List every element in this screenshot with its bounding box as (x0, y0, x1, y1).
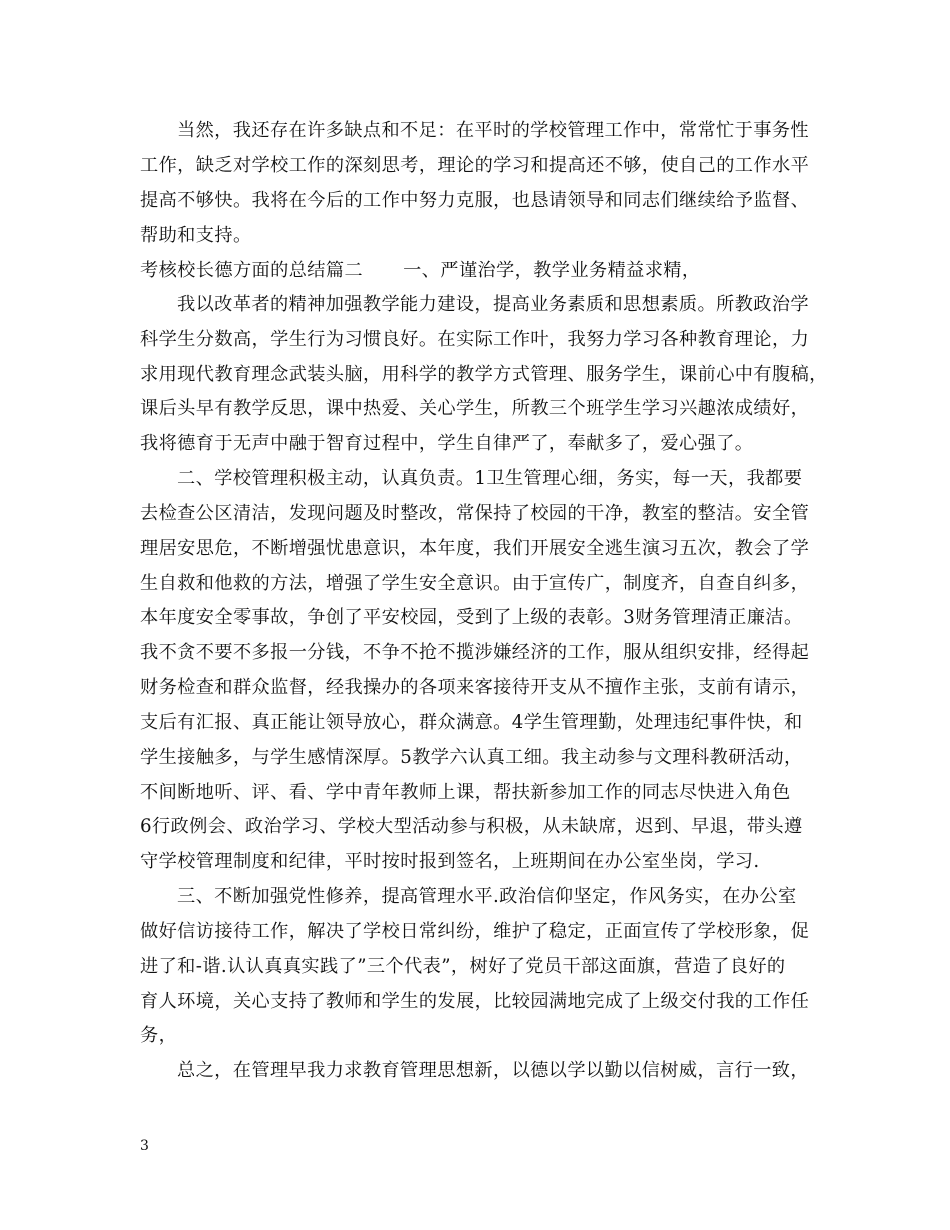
paragraph-line: 不间断地听、评、看、学中青年教师上课，帮扶新参加工作的同志尽快进入角色 (140, 782, 791, 803)
paragraph-line: 支后有汇报、真正能让领导放心，群众满意。4学生管理勤，处理违纪事件快，和 (140, 712, 803, 733)
paragraph-line: 生自救和他救的方法，增强了学生安全意识。由于宣传广，制度齐，自查自纠多， (140, 573, 810, 594)
section-heading-line (140, 262, 820, 280)
page-number: 3 (140, 1138, 149, 1154)
paragraph-line: 二、学校管理积极主动，认真负责。1卫生管理心细，务实，每一天，我都要 (177, 468, 803, 489)
paragraph-line: 守学校管理制度和纪律，平时按时报到签名，上班期间在办公室坐岗，学习. (140, 851, 760, 872)
paragraph-line: 当然，我还存在许多缺点和不足：在平时的学校管理工作中，常常忙于事务性 (177, 120, 809, 141)
paragraph-line: 总之，在管理早我力求教育管理思想新，以德以学以勤以信树威，言行一致， (177, 1060, 809, 1081)
paragraph-line: 我将德育于无声中融于智育过程中，学生自律严了，奉献多了，爱心强了。 (140, 433, 754, 454)
paragraph-line: 6行政例会、政治学习、学校大型活动参与积极，从未缺席，迟到、早退，带头遵 (140, 816, 803, 837)
paragraph-line: 理居安思危，不断增强忧患意识，本年度，我们开展安全逃生演习五次，教会了学 (140, 538, 810, 559)
paragraph-line: 务， (140, 1025, 178, 1046)
section-subheading: 一、严谨治学，教学业务精益求精， (403, 260, 701, 281)
paragraph-line: 求用现代教育理念武装头脑，用科学的教学方式管理、服务学生，课前心中有腹稿， (140, 364, 828, 385)
paragraph-line: 工作，缺乏对学校工作的深刻思考，理论的学习和提高还不够，使自己的工作水平 (140, 155, 810, 176)
paragraph-line: 去检查公区清洁，发现问题及时整改，常保持了校园的干净，教室的整洁。安全管 (140, 503, 810, 524)
paragraph-line: 课后头早有教学反思，课中热爱、关心学生，所教三个班学生学习兴趣浓成绩好， (140, 398, 810, 419)
paragraph-line: 三、不断加强党性修养，提高管理水平.政治信仰坚定，作风务实，在办公室 (177, 886, 797, 907)
paragraph-line: 学生接触多，与学生感情深厚。5教学六认真工细。我主动参与文理科教研活动， (140, 747, 803, 768)
paragraph-line: 提高不够快。我将在今后的工作中努力克服，也恳请领导和同志们继续给予监督、 (140, 190, 810, 211)
paragraph-line: 进了和-谐.认认真真实践了”三个代表”，树好了党员干部这面旗，营造了良好的 (140, 956, 786, 977)
paragraph-line: 做好信访接待工作，解决了学校日常纠纷，维护了稳定，正面宣传了学校形象，促 (140, 921, 810, 942)
paragraph-line: 帮助和支持。 (140, 225, 252, 246)
paragraph-line: 科学生分数高，学生行为习惯良好。在实际工作叶，我努力学习各种教育理论，力 (140, 329, 810, 350)
section-title: 考核校长德方面的总结篇二 (140, 260, 364, 281)
paragraph-line: 我以改革者的精神加强教学能力建设，提高业务素质和思想素质。所教政治学 (177, 294, 809, 315)
paragraph-line: 育人环境，关心支持了教师和学生的发展，比较园满地完成了上级交付我的工作任 (140, 991, 810, 1012)
paragraph-line: 本年度安全零事故，争创了平安校园，受到了上级的表彰。3财务管理清正廉洁。 (140, 607, 803, 628)
paragraph-line: 我不贪不要不多报一分钱，不争不抢不揽涉嫌经济的工作，服从组织安排，经得起 (140, 642, 810, 663)
paragraph-line: 财务检查和群众监督，经我操办的各项来客接待开支从不擅作主张，支前有请示， (140, 677, 810, 698)
